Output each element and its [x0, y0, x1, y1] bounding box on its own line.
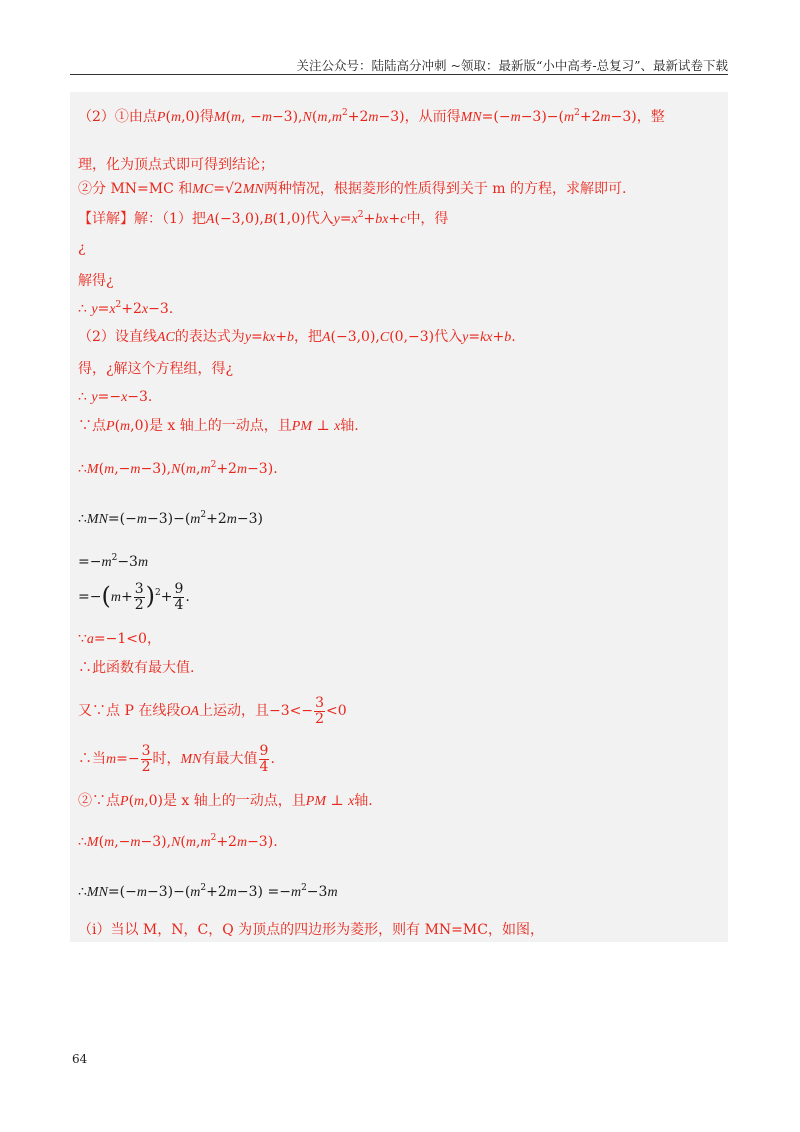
mn-simplified-line: $=-m^2-3m$ — [78, 553, 149, 570]
line-ac-result: ∴ y=−x−3. — [78, 389, 153, 405]
mn-expression-line-2: $\therefore MN=(-m-3)-(m^2+2m-3) =-m^2-3m$ — [78, 883, 338, 900]
segment-oa-line: 又∵点 P 在线段OA上运动，且−3<− $\frac{3}{2}$ <0 — [78, 695, 347, 727]
point-p-line: ∵点P(m,0)是 x 轴上的一动点，且PM ⊥ x轴. — [78, 418, 359, 434]
hint-line-3: ②分 MN=MC 和MC=√2MN两种情况，根据菱形的性质得到关于 m 的方程，求解即可. — [78, 181, 627, 197]
parabola-result: ∴ $y=x^2+2x-3$. — [78, 300, 174, 317]
header-rule — [70, 74, 728, 75]
mn-points-line: $\therefore M(m,-m-3),N(m,m^2+2m-3)$. — [78, 460, 278, 477]
max-mn-line: ∴当m=− $\frac{3}{2}$ 时，MN有最大值 $\frac{9}{4}$ . — [78, 743, 275, 775]
coefficient-line: ∵a=−1<0， — [78, 631, 161, 647]
page-header: 关注公众号：陆陆高分冲刺 ~领取：最新版“小中高考-总复习”、最新试卷下载 — [296, 58, 728, 73]
max-value-line: ∴此函数有最大值. — [78, 660, 195, 676]
rhombus-case-line: （i）当以 M，N，C，Q 为顶点的四边形为菱形，则有 MN=MC，如图， — [78, 922, 544, 938]
point-p-line-2: ②∵点P(m,0)是 x 轴上的一动点，且PM ⊥ x轴. — [78, 793, 373, 809]
system-line: 得，¿解这个方程组，得¿ — [78, 361, 234, 377]
detail-line-1: 【详解】解：（1）把A(−3,0),B(1,0)代入$y=x^2+bx+c$中，得 — [78, 210, 449, 227]
hint-line-2: 理，化为顶点式即可得到结论； — [78, 157, 274, 173]
mn-points-line-2: $\therefore M(m,-m-3),N(m,m^2+2m-3)$. — [78, 833, 278, 850]
mn-expression-line: $\therefore MN=(-m-3)-(m^2+2m-3)$ — [78, 510, 264, 527]
solve-line: 解得¿ — [78, 273, 114, 289]
vertex-form-line: =−(m+ $\frac{3}{2}$ )$^2$+ $\frac{9}{4}$ . — [78, 581, 190, 613]
line-ac-setup: （2）设直线AC的表达式为y=kx+b，把A(−3,0),C(0,−3)代入y=kx+b. — [78, 329, 516, 345]
hint-line-1: （2）①由点P(m,0)得M(m, $-m-3),N(m,m^2+2m-3)$，从而得$MN=(-m-3)-(m^2+2m-3)$，整 — [78, 108, 665, 125]
detail-label: 【详解】 — [78, 211, 134, 227]
page-number: 64 — [72, 1052, 88, 1066]
placeholder-line: ¿ — [78, 240, 86, 256]
